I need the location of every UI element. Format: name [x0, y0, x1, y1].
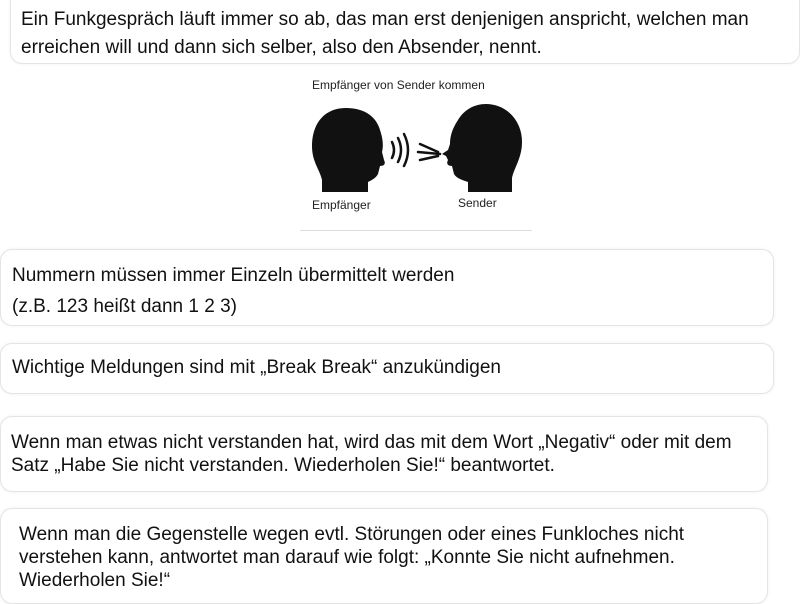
intro-text: Ein Funkgespräch läuft immer so ab, das man erst denjenigen anspricht, welchen man erreichen will und dann sich selber, also den Absender, nennt. [21, 9, 749, 58]
speaking-head-icon [442, 104, 522, 192]
figure-label-sender: Sender [458, 196, 497, 210]
intro-card [10, 0, 800, 64]
figure-title: Empfänger von Sender kommen [312, 78, 485, 92]
speech-lines-icon [418, 144, 440, 160]
rule-card-break [0, 343, 774, 394]
radio-call-figure [300, 70, 532, 231]
rule-text: Wenn man die Gegenstelle wegen evtl. Störungen oder eines Funkloches nicht verstehen kann, antwortet man darauf wie folgt: „Konnte Sie nicht aufnehmen. Wiederholen Sie!“ [19, 524, 685, 591]
sound-waves-icon [392, 134, 408, 166]
head-silhouette-icon [312, 108, 385, 192]
rule-card-numbers [0, 249, 774, 326]
rule-text: Nummern müssen immer Einzeln übermittelt werden (z.B. 123 heißt dann 1 2 3) [12, 265, 455, 317]
figure-label-receiver: Empfänger [312, 198, 371, 212]
rule-card-funkloch [0, 508, 768, 604]
figure-illustration [300, 94, 532, 198]
rule-text: Wichtige Meldungen sind mit „Break Break“ anzukündigen [12, 357, 501, 378]
rule-text: Wenn man etwas nicht verstanden hat, wird das mit dem Wort „Negativ“ oder mit dem Satz „Habe Sie nicht verstanden. Wiederholen Sie!“ beantwortet. [11, 432, 732, 476]
rule-card-negativ [0, 416, 768, 492]
